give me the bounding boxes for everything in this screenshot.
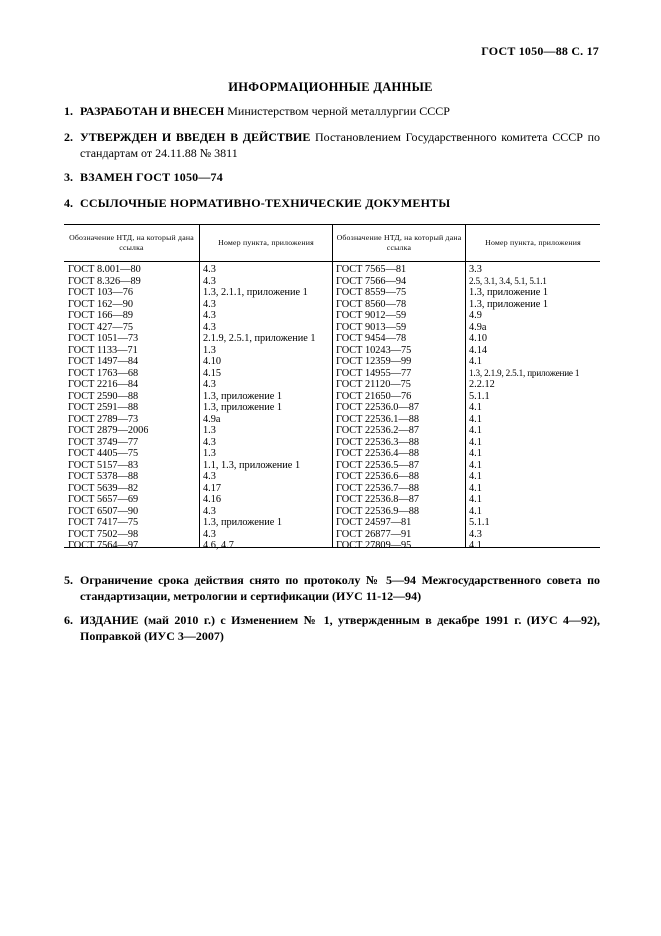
section-6-number: 6. (64, 613, 73, 627)
table-cell-clause: 4.9а (469, 321, 487, 333)
section-1-heading: РАЗРАБОТАН И ВНЕСЕН (80, 104, 225, 118)
table-cell-clause: 4.1 (469, 540, 482, 551)
table-cell-clause: 4.1 (469, 356, 482, 367)
header-designation-left: Обозначение НТД, на который дана ссылка (69, 232, 194, 252)
section-5 (64, 572, 600, 604)
section-2-text: Постановлением Государственного комитета СССР по стандартам от 24.11.88 № 3811 (80, 130, 601, 160)
header-clause-right: Номер пункта, приложения (485, 237, 581, 247)
right-documents-column (336, 264, 419, 552)
section-5-text: Ограничение срока действия снято по протоколу № 5—94 Межгосударственного совета по стандартизации, метрологии и сертификации (ИУС 11-12—94) (80, 573, 600, 603)
header-clause-left: Номер пункта, приложения (218, 237, 314, 247)
table-cell-document: ГОСТ 12359—99 (336, 356, 412, 367)
table-cell-document: ГОСТ 5378—88 (68, 471, 139, 482)
table-cell-clause: 1.3, 2.1.9, 2.5.1, приложение 1 (469, 367, 580, 378)
table-cell-document: ГОСТ 10243—75 (336, 344, 412, 356)
table-cell-document: ГОСТ 2590—88 (68, 390, 139, 402)
left-clauses-column (203, 264, 316, 552)
table-cell-document: ГОСТ 1763—68 (68, 367, 139, 379)
table-cell-clause: 1.3, приложение 1 (469, 287, 549, 298)
table-cell-document: ГОСТ 8.001—80 (68, 264, 141, 275)
section-3-text: ВЗАМЕН ГОСТ 1050—74 (80, 170, 223, 184)
section-6 (64, 612, 600, 644)
table-column-divider (199, 224, 200, 548)
table-cell-document: ГОСТ 9013—59 (336, 321, 407, 333)
table-cell-document: ГОСТ 5639—82 (68, 482, 139, 494)
section-2-number: 2. (64, 130, 73, 144)
table-cell-clause: 5.1.1 (469, 517, 490, 528)
section-1-text: Министерством черной металлургии СССР (224, 104, 450, 118)
table-cell-clause: 4.3 (203, 505, 216, 517)
table-cell-document: ГОСТ 8559—75 (336, 287, 407, 298)
table-cell-clause: 1.3 (203, 344, 216, 356)
table-cell-document: ГОСТ 7566—94 (336, 275, 407, 287)
table-cell-document: ГОСТ 22536.7—88 (336, 482, 420, 494)
table-cell-document: ГОСТ 6507—90 (68, 505, 139, 517)
table-cell-document: ГОСТ 7564—97 (68, 540, 139, 551)
table-cell-clause: 4.1 (469, 494, 482, 505)
table-cell-clause: 4.15 (203, 367, 222, 379)
table-cell-clause: 4.1 (469, 505, 482, 517)
table-cell-document: ГОСТ 7417—75 (68, 517, 139, 528)
section-2-heading: УТВЕРЖДЕН И ВВЕДЕН В ДЕЙСТВИЕ (80, 130, 311, 144)
table-cell-document: ГОСТ 24597—81 (336, 517, 412, 528)
table-cell-document: ГОСТ 22536.4—88 (336, 448, 420, 459)
section-4-number: 4. (64, 196, 73, 210)
header-designation-right: Обозначение НТД, на который дана ссылка (336, 232, 462, 252)
table-cell-document: ГОСТ 1051—73 (68, 333, 139, 344)
table-cell-document: ГОСТ 22536.9—88 (336, 505, 420, 517)
table-cell-clause: 3.3 (469, 264, 482, 275)
table-cell-clause: 4.1 (469, 413, 482, 425)
table-cell-document: ГОСТ 3749—77 (68, 436, 139, 448)
table-cell-clause: 4.3 (203, 379, 216, 390)
table-cell-document: ГОСТ 22536.6—88 (336, 471, 420, 482)
reference-documents-table (64, 224, 600, 551)
section-3 (64, 169, 600, 185)
section-6-text: (май 2010 г.) с Изменением № 1, утвержденным в декабре 1991 г. (ИУС 4—92), Поправкой (ИУС 3—2007) (80, 613, 600, 643)
table-cell-clause: 4.3 (203, 436, 216, 448)
table-cell-document: ГОСТ 26877—91 (336, 528, 412, 540)
table-cell-document: ГОСТ 1133—71 (68, 344, 138, 356)
table-cell-document: ГОСТ 2879—2006 (68, 425, 149, 436)
table-cell-clause: 4.17 (203, 482, 222, 494)
table-cell-clause: 4.9а (203, 413, 221, 425)
table-cell-document: ГОСТ 5657—69 (68, 494, 139, 505)
table-cell-clause: 4.3 (469, 528, 482, 540)
table-cell-clause: 4.3 (203, 471, 216, 482)
table-cell-document: ГОСТ 21650—76 (336, 390, 412, 402)
table-cell-clause: 4.3 (203, 264, 216, 275)
table-cell-document: ГОСТ 427—75 (68, 321, 134, 333)
table-cell-document: ГОСТ 8560—78 (336, 298, 407, 310)
section-1-number: 1. (64, 104, 73, 118)
table-cell-document: ГОСТ 14955—77 (336, 367, 412, 379)
table-cell-clause: 2.2.12 (469, 379, 495, 390)
table-column-divider (465, 224, 466, 548)
section-5-number: 5. (64, 573, 73, 587)
table-cell-clause: 4.16 (203, 494, 222, 505)
table-cell-document: ГОСТ 22536.2—87 (336, 425, 420, 436)
table-cell-document: ГОСТ 22536.0—87 (336, 402, 420, 413)
table-cell-clause: 4.10 (203, 356, 222, 367)
table-cell-clause: 2.5, 3.1, 3.4, 5.1, 5.1.1 (469, 275, 547, 286)
table-cell-clause: 4.3 (203, 298, 216, 310)
table-cell-clause: 5.1.1 (469, 390, 490, 402)
table-cell-clause: 4.1 (469, 448, 482, 459)
section-6-heading: ИЗДАНИЕ (80, 613, 139, 627)
table-cell-clause: 4.3 (203, 275, 216, 287)
table-cell-clause: 4.1 (469, 436, 482, 448)
section-1 (64, 103, 600, 119)
table-cell-clause: 4.3 (203, 528, 216, 540)
table-cell-document: ГОСТ 2789—73 (68, 413, 139, 425)
table-cell-document: ГОСТ 5157—83 (68, 459, 139, 471)
table-cell-clause: 1.3 (203, 425, 216, 436)
table-cell-document: ГОСТ 4405—75 (68, 448, 139, 459)
table-cell-clause: 4.3 (203, 321, 216, 333)
table-cell-document: ГОСТ 22536.8—87 (336, 494, 420, 505)
table-cell-clause: 4.14 (469, 344, 488, 356)
document-title: ИНФОРМАЦИОННЫЕ ДАННЫЕ (228, 80, 433, 94)
table-cell-clause: 4.1 (469, 402, 482, 413)
table-cell-document: ГОСТ 166—89 (68, 310, 134, 321)
table-cell-clause: 1.3, приложение 1 (203, 517, 283, 528)
table-cell-document: ГОСТ 1497—84 (68, 356, 139, 367)
section-4-text: ССЫЛОЧНЫЕ НОРМАТИВНО-ТЕХНИЧЕСКИЕ ДОКУМЕНТЫ (80, 196, 451, 210)
table-cell-document: ГОСТ 2591—88 (68, 402, 139, 413)
table-cell-document: ГОСТ 2216—84 (68, 379, 139, 390)
section-2 (64, 129, 600, 161)
table-cell-document: ГОСТ 9012—59 (336, 310, 407, 321)
table-cell-clause: 1.3 (203, 448, 216, 459)
table-cell-document: ГОСТ 162—90 (68, 298, 134, 310)
right-clauses-column (469, 264, 579, 552)
table-cell-clause: 4.10 (469, 333, 488, 344)
table-cell-document: ГОСТ 22536.3—88 (336, 436, 420, 448)
table-cell-clause: 4.1 (469, 459, 482, 471)
table-cell-document: ГОСТ 27809—95 (336, 540, 412, 551)
table-cell-clause: 4.6, 4.7 (203, 540, 234, 551)
section-4 (64, 195, 600, 211)
table-cell-document: ГОСТ 7565—81 (336, 264, 407, 275)
table-cell-clause: 2.1.9, 2.5.1, приложение 1 (203, 333, 316, 344)
table-cell-document: ГОСТ 9454—78 (336, 333, 407, 344)
table-cell-clause: 1.3, 2.1.1, приложение 1 (203, 287, 308, 298)
table-cell-clause: 1.3, приложение 1 (203, 402, 283, 413)
left-documents-column (68, 264, 148, 552)
table-cell-document: ГОСТ 22536.1—88 (336, 413, 420, 425)
table-cell-clause: 4.9 (469, 310, 482, 321)
table-cell-document: ГОСТ 22536.5—87 (336, 459, 420, 471)
table-cell-clause: 4.3 (203, 310, 216, 321)
section-3-number: 3. (64, 170, 73, 184)
table-column-divider (332, 224, 333, 548)
table-cell-clause: 1.1, 1.3, приложение 1 (203, 459, 301, 471)
table-cell-clause: 1.3, приложение 1 (469, 298, 549, 310)
table-cell-clause: 4.1 (469, 425, 482, 436)
page-running-header: ГОСТ 1050—88 С. 17 (481, 44, 599, 58)
table-cell-document: ГОСТ 21120—75 (336, 379, 411, 390)
table-cell-document: ГОСТ 8.326—89 (68, 275, 141, 287)
table-cell-clause: 4.1 (469, 471, 482, 482)
table-cell-document: ГОСТ 7502—98 (68, 528, 139, 540)
table-cell-clause: 4.1 (469, 482, 482, 494)
table-cell-clause: 1.3, приложение 1 (203, 390, 283, 402)
table-cell-document: ГОСТ 103—76 (68, 287, 134, 298)
